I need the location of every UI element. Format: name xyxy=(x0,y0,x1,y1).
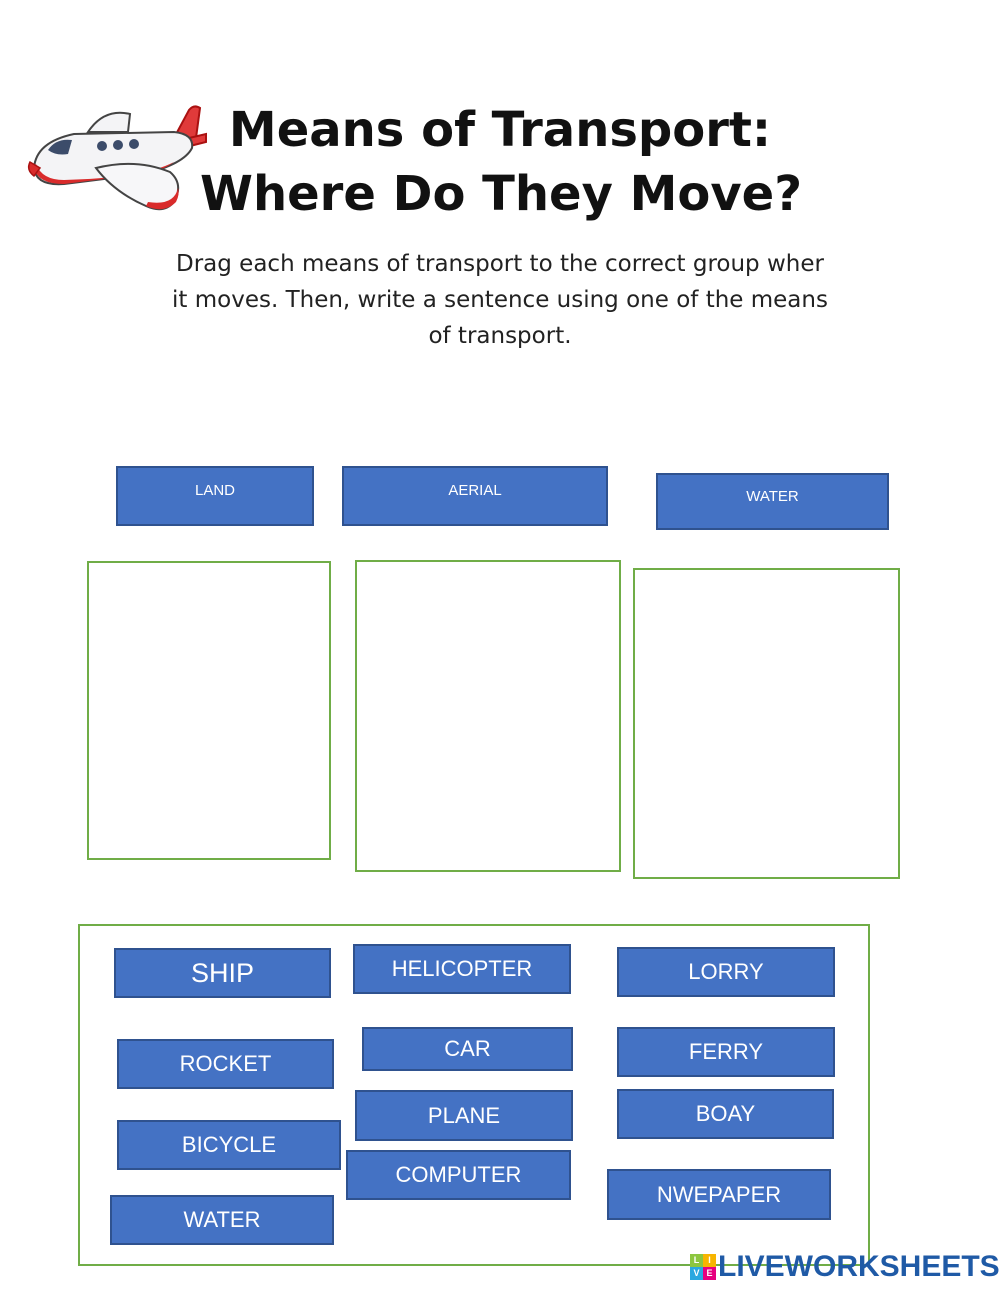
liveworksheets-logo xyxy=(690,1250,1000,1284)
logo-text: LIVEWORKSHEETS xyxy=(718,1250,1000,1283)
category-label-water: WATER xyxy=(746,488,799,505)
instructions-line-2: it moves. Then, write a sentence using one of the means xyxy=(172,287,828,313)
chip-bicycle[interactable]: BICYCLE xyxy=(117,1120,341,1170)
category-label-aerial: AERIAL xyxy=(448,482,502,499)
chip-lorry[interactable]: LORRY xyxy=(617,947,835,997)
chip-computer[interactable]: COMPUTER xyxy=(346,1150,571,1200)
chip-ship[interactable]: SHIP xyxy=(114,948,331,998)
instructions-line-3: of transport. xyxy=(428,323,572,349)
instructions xyxy=(160,246,840,354)
chip-plane[interactable]: PLANE xyxy=(355,1090,573,1141)
category-header-land xyxy=(116,466,314,526)
drop-zone-aerial[interactable] xyxy=(355,560,621,872)
logo-mark-letter: I xyxy=(703,1254,716,1267)
page-title xyxy=(200,98,803,226)
title-line-2: Where Do They Move? xyxy=(200,166,803,222)
instructions-line-1: Drag each means of transport to the correct group wher xyxy=(176,251,824,277)
category-header-water xyxy=(656,473,889,530)
chip-rocket[interactable]: ROCKET xyxy=(117,1039,334,1089)
logo-mark-letter: V xyxy=(690,1267,703,1280)
chip-helicopter[interactable]: HELICOPTER xyxy=(353,944,571,994)
chip-ferry[interactable]: FERRY xyxy=(617,1027,835,1077)
chip-water[interactable]: WATER xyxy=(110,1195,334,1245)
title-line-1: Means of Transport: xyxy=(228,102,772,158)
chip-boay[interactable]: BOAY xyxy=(617,1089,834,1139)
chip-nwepaper[interactable]: NWEPAPER xyxy=(607,1169,831,1220)
airplane-icon xyxy=(24,98,210,216)
logo-mark-letter: E xyxy=(703,1267,716,1280)
drop-zone-land[interactable] xyxy=(87,561,331,860)
logo-mark-letter: L xyxy=(690,1254,703,1267)
category-label-land: LAND xyxy=(194,482,235,499)
logo-mark-icon xyxy=(690,1254,716,1280)
drop-zone-water[interactable] xyxy=(633,568,900,879)
chip-car[interactable]: CAR xyxy=(362,1027,573,1071)
category-header-aerial xyxy=(342,466,608,526)
